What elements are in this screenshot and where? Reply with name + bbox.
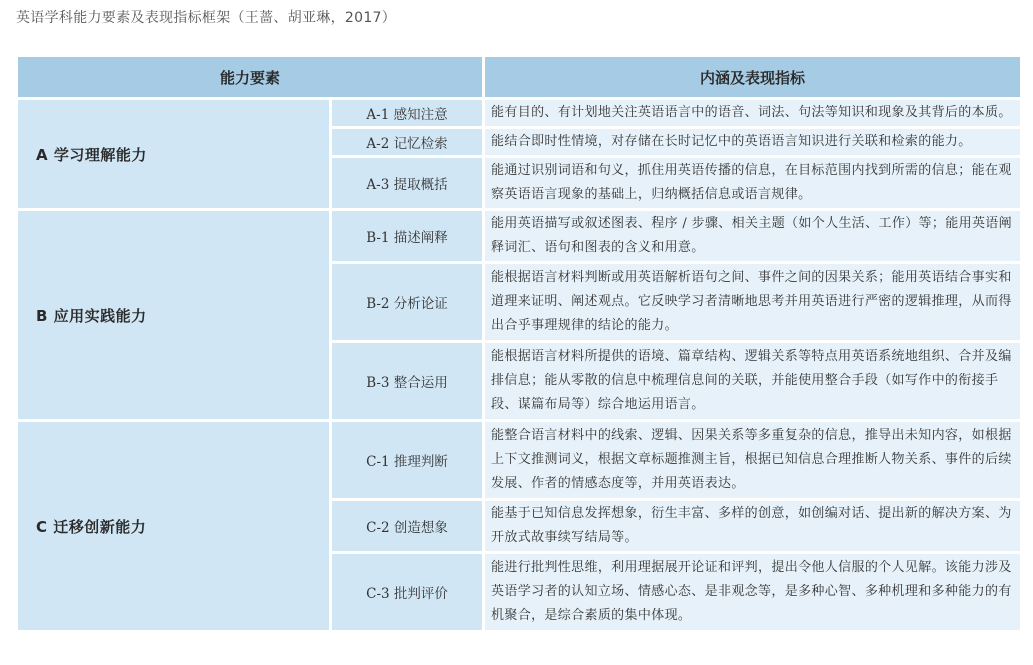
indicator-c3: 能进行批判性思维，利用理据展开论证和评判，提出令他人信服的个人见解。该能力涉及英语学习者的认知立场、情感心态、是非观念等，是多种心智、多种机理和多种能力的有机聚合，是综合素质的集中体现。 [485,554,1020,630]
sub-competency-c1: C-1 推理判断 [332,422,482,498]
competency-group-a: A 学习理解能力 [18,100,329,208]
competency-group-c: C 迁移创新能力 [18,422,329,630]
table-row [18,100,1020,126]
competency-group-b: B 应用实践能力 [18,211,329,419]
indicator-b1: 能用英语描写或叙述图表、程序 / 步骤、相关主题（如个人生活、工作）等；能用英语阐释词汇、语句和图表的含义和用意。 [485,211,1020,261]
sub-competency-a3: A-3 提取概括 [332,158,482,208]
indicator-c2: 能基于已知信息发挥想象，衍生丰富、多样的创意，如创编对话、提出新的解决方案、为开放式故事续写结局等。 [485,501,1020,551]
sub-competency-b1: B-1 描述阐释 [332,211,482,261]
table-row [18,211,1020,261]
indicator-a2: 能结合即时性情境，对存储在长时记忆中的英语语言知识进行关联和检索的能力。 [485,129,1020,155]
indicator-a3: 能通过识别词语和句义，抓住用英语传播的信息，在目标范围内找到所需的信息；能在观察英语语言现象的基础上，归纳概括信息或语言规律。 [485,158,1020,208]
indicator-c1: 能整合语言材料中的线索、逻辑、因果关系等多重复杂的信息，推导出未知内容，如根据上下文推测词义，根据文章标题推测主旨，根据已知信息合理推断人物关系、事件的后续发展、作者的情感态度等，并用英语表达。 [485,422,1020,498]
indicator-b2: 能根据语言材料判断或用英语解析语句之间、事件之间的因果关系；能用英语结合事实和道理来证明、阐述观点。它反映学习者清晰地思考并用英语进行严密的逻辑推理，从而得出合乎事理规律的结论的能力。 [485,264,1020,340]
sub-competency-b2: B-2 分析论证 [332,264,482,340]
header-row [18,57,1020,97]
sub-competency-c2: C-2 创造想象 [332,501,482,551]
header-indicators: 内涵及表现指标 [485,57,1020,97]
competency-framework-table [15,54,1023,633]
header-competency-elements: 能力要素 [18,57,482,97]
sub-competency-b3: B-3 整合运用 [332,343,482,419]
indicator-b3: 能根据语言材料所提供的语境、篇章结构、逻辑关系等特点用英语系统地组织、合并及编排信息；能从零散的信息中梳理信息间的关联，并能使用整合手段（如写作中的衔接手段、谋篇布局等）综合地运用语言。 [485,343,1020,419]
sub-competency-c3: C-3 批判评价 [332,554,482,630]
table-row [18,422,1020,498]
table-caption: 英语学科能力要素及表现指标框架（王蔷、胡亚琳，2017） [16,10,397,26]
sub-competency-a2: A-2 记忆检索 [332,129,482,155]
indicator-a1: 能有目的、有计划地关注英语语言中的语音、词法、句法等知识和现象及其背后的本质。 [485,100,1020,126]
sub-competency-a1: A-1 感知注意 [332,100,482,126]
